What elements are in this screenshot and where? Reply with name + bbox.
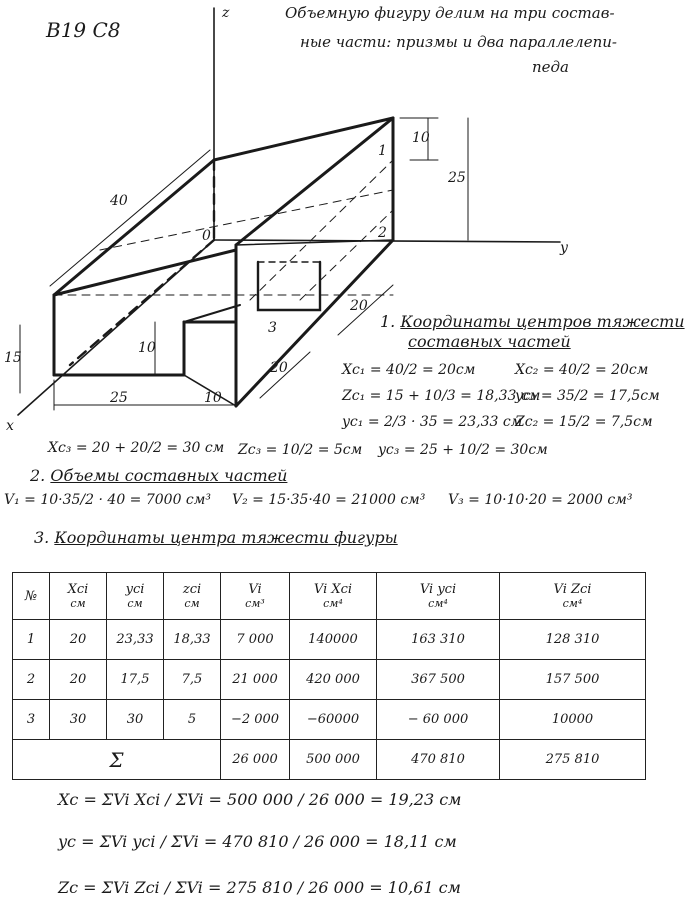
section2-title: [30, 466, 287, 485]
result-xc: Xc = ΣVi Xci / ΣVi = 500 000 / 26 000 = 19,23 см: [58, 790, 462, 809]
sum-vizci: 275 810: [500, 740, 646, 780]
table-cell: 30: [107, 700, 164, 740]
formula-yc1: yc₁ = 2/3 · 35 = 23,33 см: [342, 414, 523, 430]
formula-zc3: Zc₃ = 10/2 = 5см: [238, 442, 363, 458]
table-cell: −2 000: [221, 700, 290, 740]
formula-zc1: Zc₁ = 15 + 10/3 = 18,33 см: [342, 388, 541, 404]
header-no: №: [13, 573, 50, 620]
variant-label: B19 C8: [46, 18, 121, 42]
header-xci: Xci см: [50, 573, 107, 620]
section3-title: [34, 528, 398, 547]
section1-title: [380, 312, 685, 331]
step-recess: [184, 305, 240, 322]
header-viyci: Vi yci см⁴: [377, 573, 500, 620]
table-cell: −60000: [290, 700, 377, 740]
dim-40-label: 40: [110, 193, 128, 209]
table-cell: 7,5: [164, 660, 221, 700]
dim-20b-label: 20: [270, 360, 288, 376]
note-line-1: Объемную фигуру делим на три состав-: [285, 4, 615, 22]
z-axis-label: z: [222, 5, 230, 21]
header-vi: Vi см³: [221, 573, 290, 620]
formula-zc2: Zc₂ = 15/2 = 7,5см: [515, 414, 653, 430]
dim-10-label: 10: [412, 130, 430, 146]
table-row: [13, 660, 646, 700]
formula-v2: V₂ = 15·35·40 = 21000 см³: [232, 492, 426, 508]
sum-vixci: 500 000: [290, 740, 377, 780]
cutout-outline: [258, 262, 320, 310]
section3-title-text: Координаты центра тяжести фигуры: [54, 528, 398, 547]
table-cell: 18,33: [164, 620, 221, 660]
table-cell: 5: [164, 700, 221, 740]
table-cell: − 60 000: [377, 700, 500, 740]
table-cell: 163 310: [377, 620, 500, 660]
section2-number: 2.: [30, 466, 46, 485]
dim-25b-label: 25: [110, 390, 128, 406]
formula-yc3: yc₃ = 25 + 10/2 = 30см: [378, 442, 548, 458]
header-vizci: Vi Zci см⁴: [500, 573, 646, 620]
table-cell: 30: [50, 700, 107, 740]
note-line-2: ные части: призмы и два параллелепи-: [300, 33, 617, 51]
centroid-table: [12, 572, 646, 780]
table-cell: 128 310: [500, 620, 646, 660]
table-cell: 3: [13, 700, 50, 740]
table-sum-row: [13, 740, 646, 780]
dim-25-label: 25: [448, 170, 466, 186]
dim-step-label: 10: [138, 340, 156, 356]
result-zc: Zc = ΣVi Zci / ΣVi = 275 810 / 26 000 = 10,61 см: [58, 878, 461, 897]
table-cell: 367 500: [377, 660, 500, 700]
formula-v3: V₃ = 10·10·20 = 2000 см³: [448, 492, 633, 508]
table-cell: 21 000: [221, 660, 290, 700]
formula-xc1: Xc₁ = 40/2 = 20см: [342, 362, 476, 378]
table-header-row: [13, 573, 646, 620]
note-line-3: педа: [532, 58, 569, 76]
part-label-1: 1: [378, 143, 387, 159]
dim-20a-label: 20: [350, 298, 368, 314]
result-yc: yc = ΣVi yci / ΣVi = 470 810 / 26 000 = 18,11 см: [58, 832, 457, 851]
table-cell: 1: [13, 620, 50, 660]
table-row: [13, 700, 646, 740]
origin-label: 0: [202, 228, 211, 244]
section1-title-line1: Координаты центров тяжести: [400, 312, 685, 331]
y-axis-label: y: [560, 240, 568, 256]
table-cell: 420 000: [290, 660, 377, 700]
header-vixci: Vi Xci см⁴: [290, 573, 377, 620]
table-cell: 23,33: [107, 620, 164, 660]
table-cell: 7 000: [221, 620, 290, 660]
part-label-2: 2: [378, 225, 387, 241]
formula-xc2: Xc₂ = 40/2 = 20см: [515, 362, 649, 378]
table-cell: 10000: [500, 700, 646, 740]
formula-xc3: Xc₃ = 20 + 20/2 = 30 см: [48, 440, 225, 456]
dim-15-label: 15: [4, 350, 22, 366]
section1-title-line2: составных частей: [408, 332, 571, 351]
sum-vi: 26 000: [221, 740, 290, 780]
table-cell: 157 500: [500, 660, 646, 700]
right-bottom-edge: [236, 240, 396, 406]
section1-subtitle: [408, 332, 571, 351]
section2-title-text: Объемы составных частей: [50, 466, 288, 485]
x-axis-label: x: [6, 418, 14, 434]
table-cell: 2: [13, 660, 50, 700]
dim-10b-label: 10: [204, 390, 222, 406]
table-cell: 140000: [290, 620, 377, 660]
header-zci: zci см: [164, 573, 221, 620]
sum-viyci: 470 810: [377, 740, 500, 780]
part-label-3: 3: [268, 320, 277, 336]
table-cell: 20: [50, 620, 107, 660]
formula-v1: V₁ = 10·35/2 · 40 = 7000 см³: [4, 492, 211, 508]
section3-number: 3.: [34, 528, 50, 547]
sum-label: Σ: [13, 740, 221, 780]
table-cell: 17,5: [107, 660, 164, 700]
table-cell: 20: [50, 660, 107, 700]
header-yci: yci см: [107, 573, 164, 620]
formula-yc2: yc₂ = 35/2 = 17,5см: [515, 388, 660, 404]
section1-number: 1.: [380, 312, 396, 331]
table-row: [13, 620, 646, 660]
